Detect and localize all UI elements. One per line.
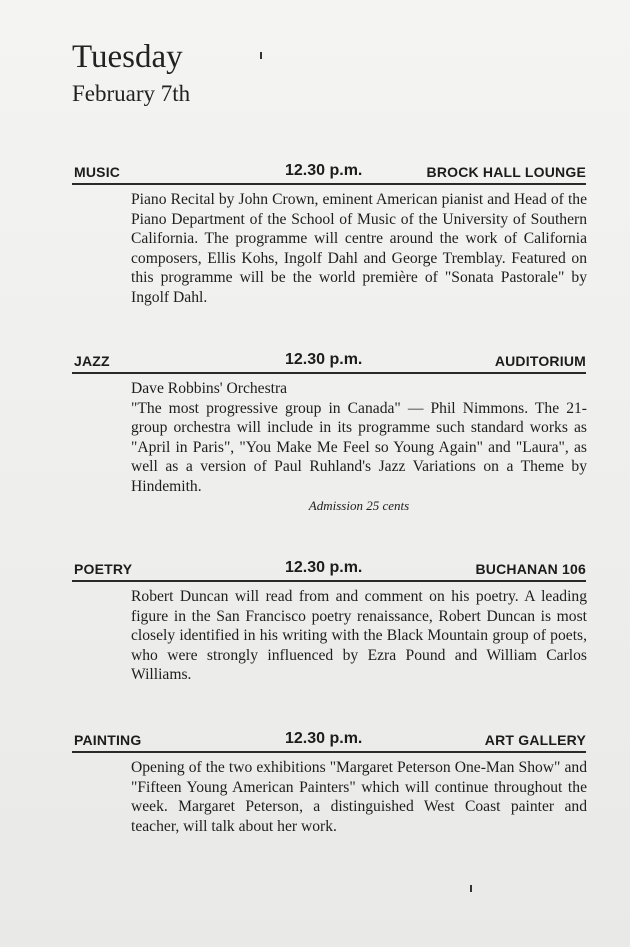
- event-category: PAINTING: [74, 732, 142, 748]
- event-jazz: [72, 347, 586, 516]
- date-heading: February 7th: [72, 81, 191, 106]
- event-painting: [72, 726, 586, 836]
- event-time: 12.30 p.m.: [285, 162, 363, 179]
- event-header: [72, 726, 586, 748]
- section-divider: [72, 580, 586, 582]
- event-category: POETRY: [74, 561, 133, 577]
- event-venue: BUCHANAN 106: [475, 561, 586, 577]
- day-heading: Tuesday: [72, 39, 183, 75]
- description-text: Opening of the two exhibitions "Margaret Peterson One-Man Show" and "Fifteen Young American Painters" which will continue throughout the week. Margaret Peterson, a distinguished West Coast painter and teacher, will talk about her work.: [131, 759, 587, 835]
- event-category: JAZZ: [74, 353, 110, 369]
- event-description: [131, 379, 587, 516]
- ink-speck: [260, 52, 262, 59]
- section-divider: [72, 751, 586, 753]
- admission-note: Admission 25 cents: [308, 498, 410, 513]
- event-venue: BROCK HALL LOUNGE: [426, 164, 586, 180]
- event-time: 12.30 p.m.: [285, 730, 363, 747]
- event-category: MUSIC: [74, 164, 121, 180]
- performer-text: Dave Robbins' Orchestra: [131, 380, 288, 397]
- section-divider: [72, 183, 586, 185]
- event-poetry: [72, 555, 586, 685]
- event-venue: ART GALLERY: [484, 732, 586, 748]
- description-text: "The most progressive group in Canada" — Phil Nimmons. The 21-group orchestra will include in its programme such standard works as "April in Paris", "You Make Me Feel so Young Again" and "Laura", as well as a version of Paul Ruhland's Jazz Variations on a Theme by Hindemith.: [131, 399, 587, 495]
- event-header: [72, 158, 586, 180]
- event-description: [131, 190, 587, 307]
- event-description: [131, 587, 587, 685]
- description-text: Robert Duncan will read from and comment on his poetry. A leading figure in the San Francisco poetry renaissance, Robert Duncan is most closely identified in his writing with the Black Mountain group of poets, who were strongly influenced by Ezra Pound and William Carlos Williams.: [131, 588, 587, 683]
- section-divider: [72, 372, 586, 374]
- event-time: 12.30 p.m.: [285, 559, 363, 576]
- event-venue: AUDITORIUM: [494, 353, 586, 369]
- event-header: [72, 347, 586, 369]
- event-header: [72, 555, 586, 577]
- ink-speck: [470, 885, 472, 892]
- event-music: [72, 158, 586, 307]
- description-text: Piano Recital by John Crown, eminent American pianist and Head of the Piano Department of the School of Music of the University of Southern California. The programme will centre around the work of California composers, Ellis Kohs, Ingolf Dahl and George Tremblay. Featured on this programme will be the world première of "Sonata Pastorale" by Ingolf Dahl.: [131, 191, 587, 306]
- event-time: 12.30 p.m.: [285, 351, 363, 368]
- event-description: [131, 758, 587, 836]
